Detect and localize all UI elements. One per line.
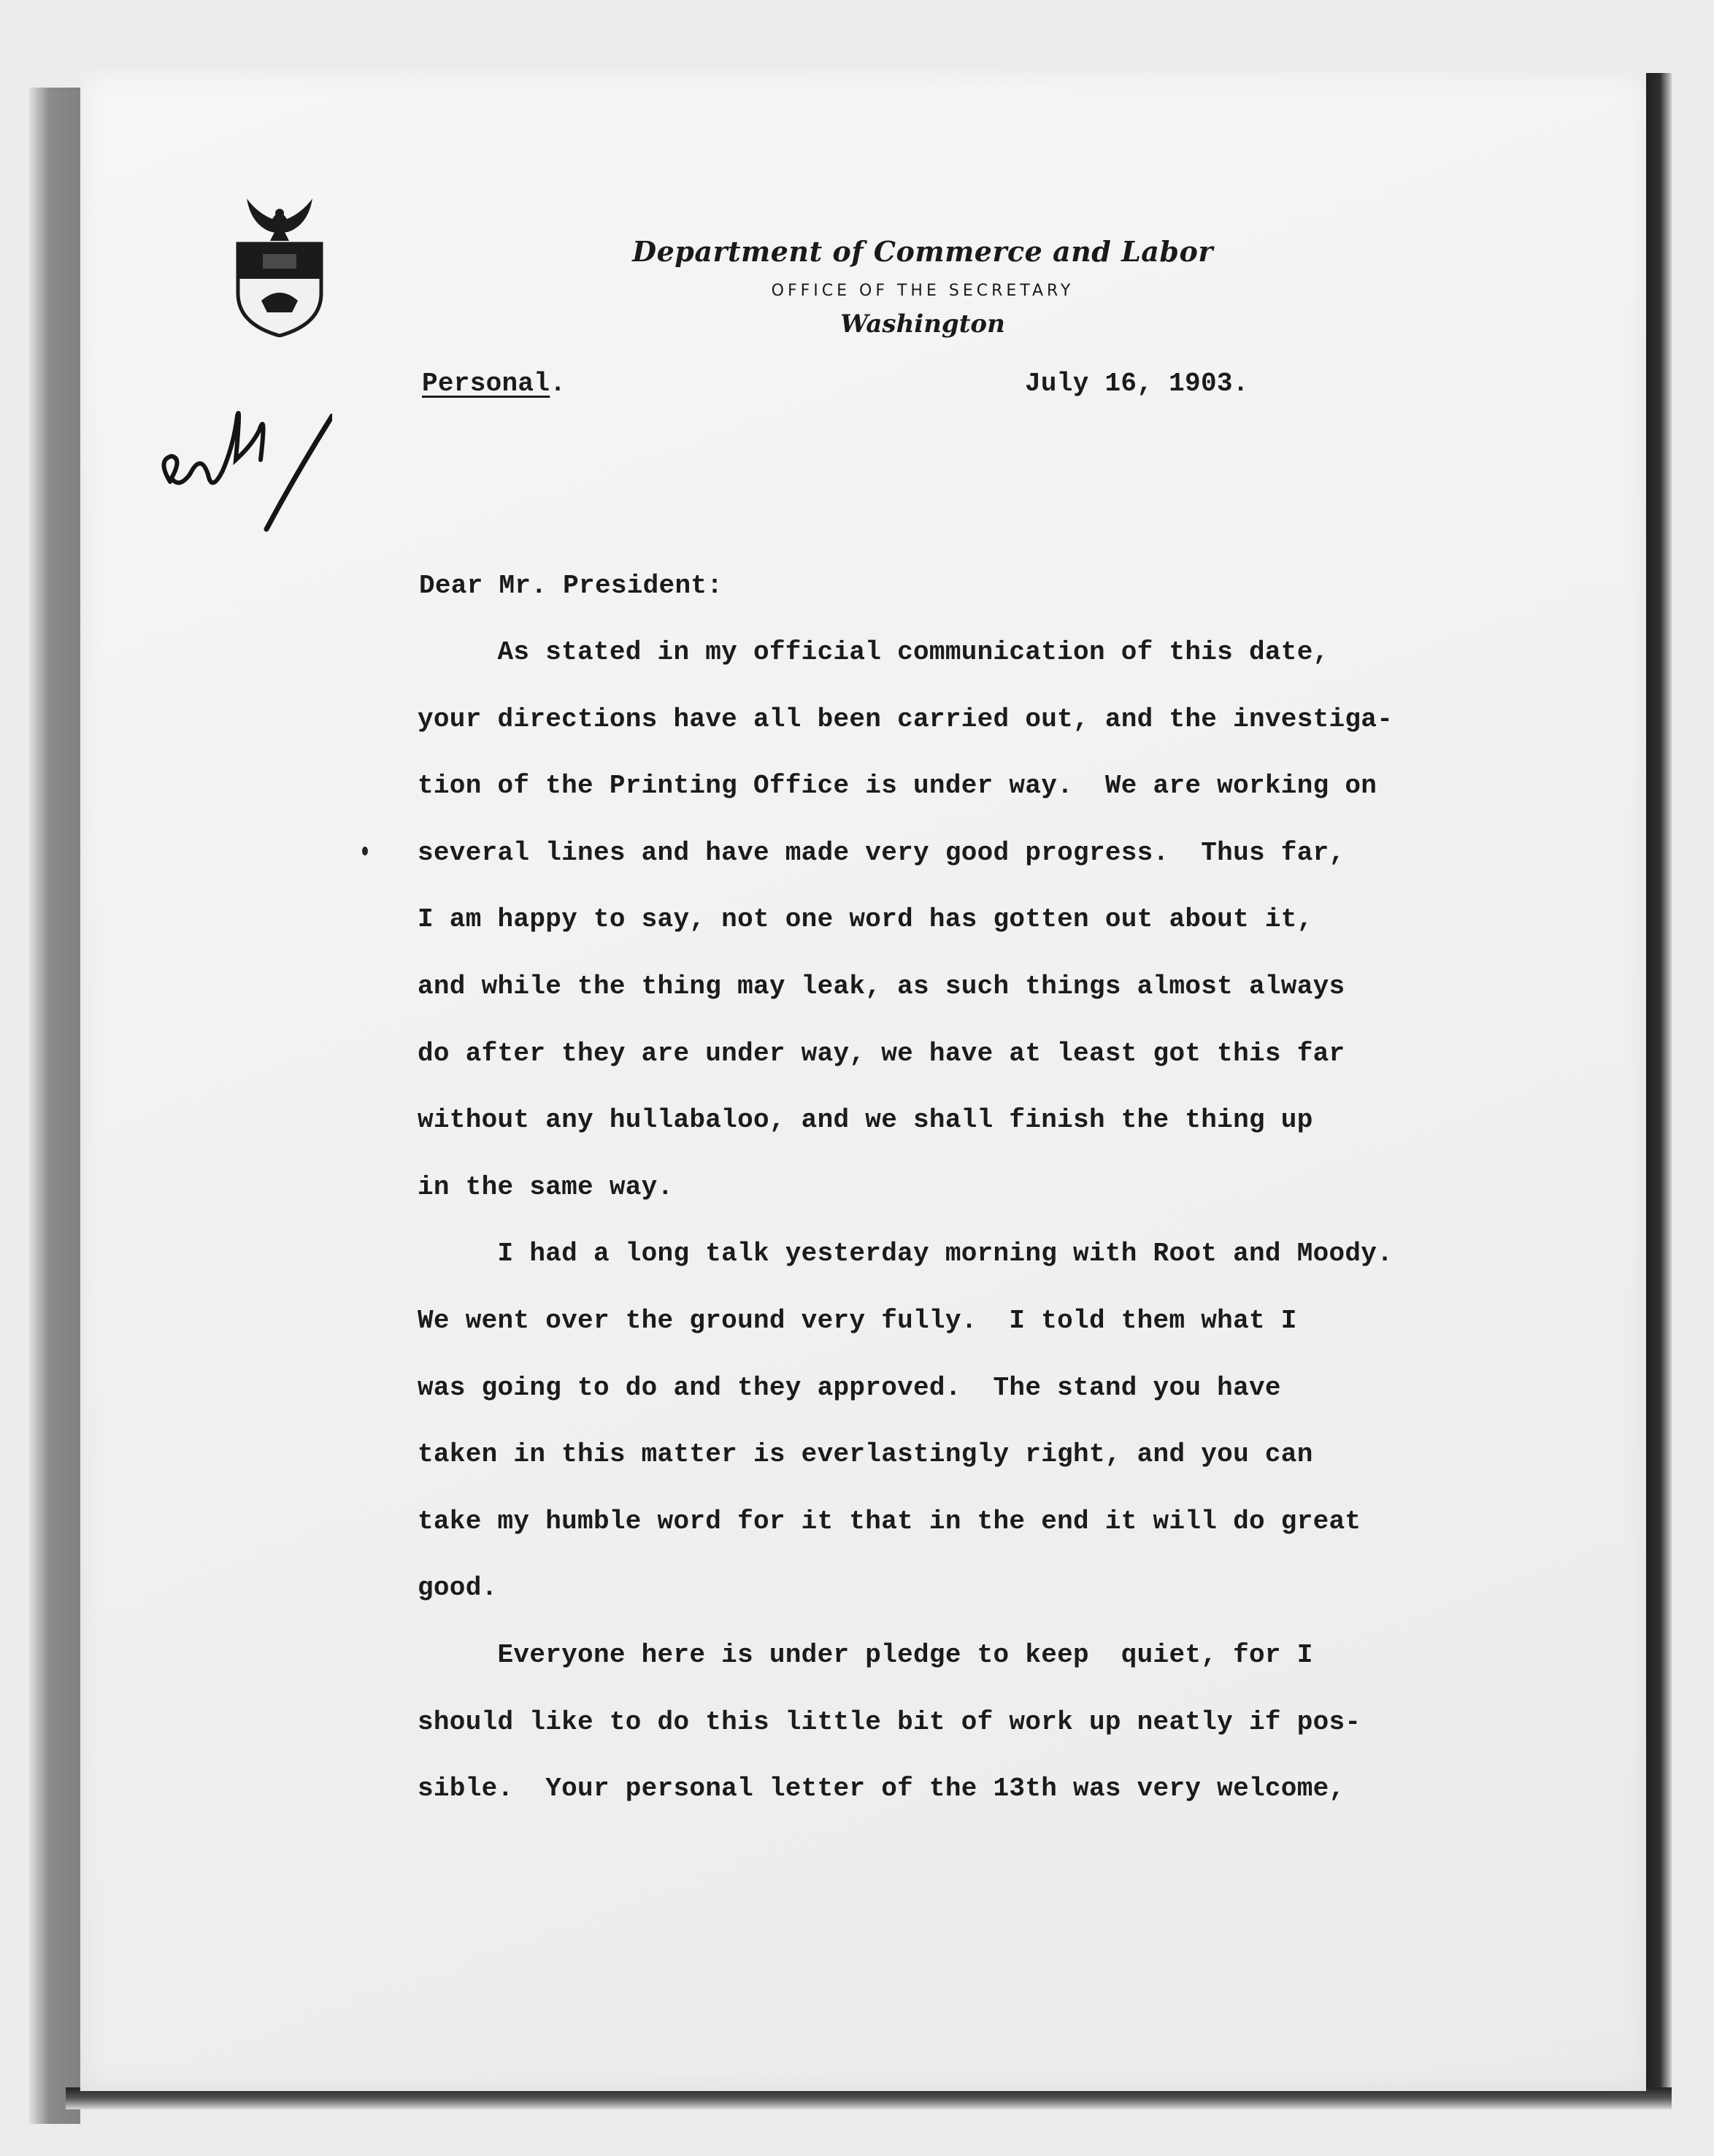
letter-body bbox=[418, 634, 1615, 1837]
stray-ink-mark bbox=[362, 847, 368, 855]
letterhead-office: OFFICE OF THE SECRETARY bbox=[771, 282, 1075, 300]
salutation: Dear Mr. President: bbox=[419, 571, 723, 601]
letter-date: July 16, 1903. bbox=[1025, 369, 1249, 399]
body-line: I am happy to say, not one word has gotten out about it, bbox=[418, 904, 1313, 935]
body-line: should like to do this little bit of work up neatly if pos- bbox=[418, 1706, 1361, 1737]
body-line: I had a long talk yesterday morning with Root and Moody. bbox=[418, 1239, 1394, 1269]
personal-marking-punct: . bbox=[550, 369, 566, 399]
left-edge-shadow bbox=[29, 88, 80, 2124]
right-edge-shadow bbox=[1642, 73, 1672, 2087]
body-line: without any hullabaloo, and we shall finish the thing up bbox=[418, 1105, 1313, 1136]
body-line: in the same way. bbox=[418, 1171, 674, 1202]
body-line: was going to do and they approved. The stand you have bbox=[418, 1372, 1281, 1403]
body-line: Everyone here is under pledge to keep quiet, for I bbox=[418, 1639, 1313, 1670]
body-line: good. bbox=[418, 1573, 498, 1603]
body-line: and while the thing may leak, as such things almost always bbox=[418, 971, 1345, 1001]
handwritten-annotation-icon bbox=[150, 372, 332, 547]
personal-marking-label: Personal bbox=[422, 369, 550, 399]
body-line: do after they are under way, we have at least got this far bbox=[418, 1038, 1345, 1069]
body-line: As stated in my official communication of this date, bbox=[418, 637, 1329, 667]
personal-marking bbox=[422, 369, 566, 399]
body-line: several lines and have made very good progress. Thus far, bbox=[418, 837, 1345, 868]
body-line: your directions have all been carried out, and the investiga- bbox=[418, 704, 1394, 734]
body-line: take my humble word for it that in the end it will do great bbox=[418, 1506, 1361, 1536]
body-line: sible. Your personal letter of the 13th was very welcome, bbox=[418, 1774, 1345, 1804]
body-line: We went over the ground very fully. I told them what I bbox=[418, 1305, 1297, 1336]
body-line: tion of the Printing Office is under way. We are working on bbox=[418, 771, 1377, 801]
body-line: taken in this matter is everlastingly right, and you can bbox=[418, 1439, 1313, 1470]
letterhead-department: Department of Commerce and Labor bbox=[632, 235, 1213, 268]
letterhead-city: Washington bbox=[840, 309, 1005, 339]
